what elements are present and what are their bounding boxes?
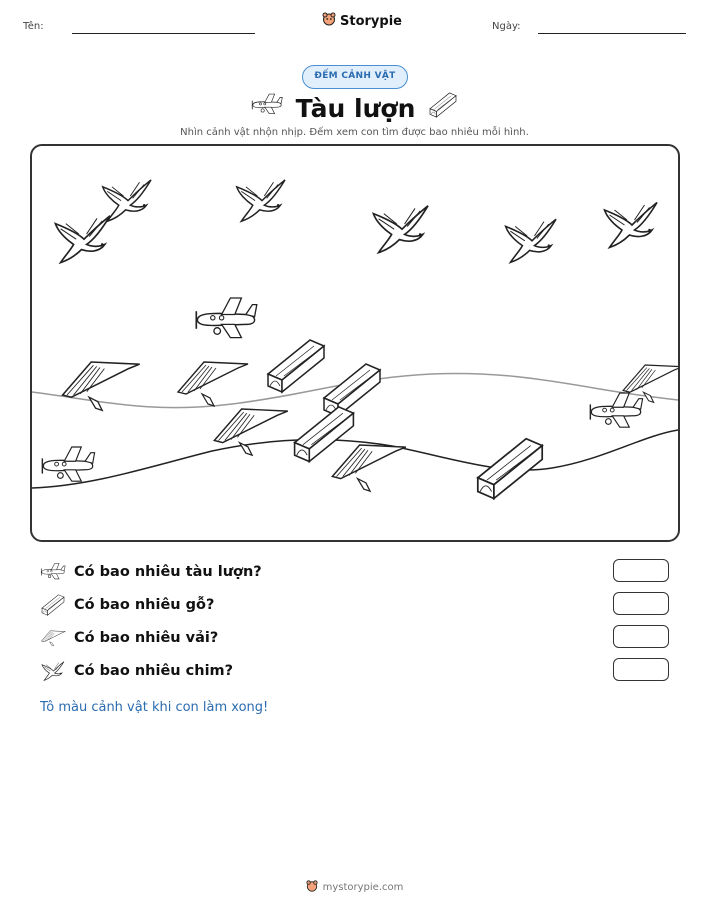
hang-glider: [178, 362, 248, 406]
airplane-icon: [40, 562, 66, 582]
wood-plank-icon: [40, 595, 66, 615]
instructions: Nhìn cảnh vật nhộn nhịp. Đếm xem con tìm được bao nhiêu mỗi hình.: [180, 127, 529, 138]
hang-glider: [332, 445, 406, 491]
bird: [103, 180, 151, 221]
bird: [373, 206, 428, 253]
airplane: [196, 298, 256, 338]
footer: [0, 880, 709, 895]
hang-glider: [623, 365, 678, 402]
bird-icon: [40, 661, 66, 681]
brand-name: Storypie: [340, 13, 402, 29]
coloring-note: Tô màu cảnh vật khi con làm xong!: [40, 700, 269, 715]
page-title: [0, 92, 709, 124]
airplane: [42, 447, 94, 481]
wood-plank-icon: [427, 92, 459, 124]
answer-box-glider[interactable]: [613, 625, 669, 648]
answer-box-wood[interactable]: [613, 592, 669, 615]
airplane: [590, 393, 642, 427]
hang-glider: [63, 362, 140, 410]
question-glider: [40, 628, 218, 648]
bear-icon: [322, 12, 336, 30]
bird: [237, 180, 285, 221]
airplane-icon: [250, 93, 284, 123]
bird: [605, 203, 658, 248]
question-wood: [40, 595, 214, 615]
footer-url[interactable]: mystorypie.com: [322, 882, 404, 893]
answer-box-airplane[interactable]: [613, 559, 669, 582]
name-label: Tên:: [23, 21, 44, 32]
counting-scene: [30, 144, 680, 542]
bird: [55, 216, 110, 263]
name-field[interactable]: [72, 33, 255, 34]
category-badge: ĐẾM CẢNH VẬT: [302, 65, 408, 89]
question-text: Có bao nhiêu tàu lượn?: [74, 564, 262, 580]
question-bird: [40, 661, 233, 681]
question-airplane: [40, 562, 262, 582]
bear-icon: [306, 880, 318, 895]
brand-logo: [322, 12, 402, 30]
hang-glider-icon: [40, 628, 66, 648]
bird: [506, 219, 556, 262]
wood-plank: [324, 364, 380, 416]
date-label: Ngày:: [492, 21, 521, 32]
question-text: Có bao nhiêu gỗ?: [74, 597, 215, 613]
date-field[interactable]: [538, 33, 686, 34]
wood-plank: [478, 439, 542, 499]
title-text: Tàu lượn: [295, 93, 416, 123]
question-text: Có bao nhiêu chim?: [74, 663, 234, 679]
wood-plank: [268, 340, 324, 392]
question-text: Có bao nhiêu vải?: [74, 630, 219, 646]
wood-plank: [295, 407, 354, 462]
answer-box-bird[interactable]: [613, 658, 669, 681]
